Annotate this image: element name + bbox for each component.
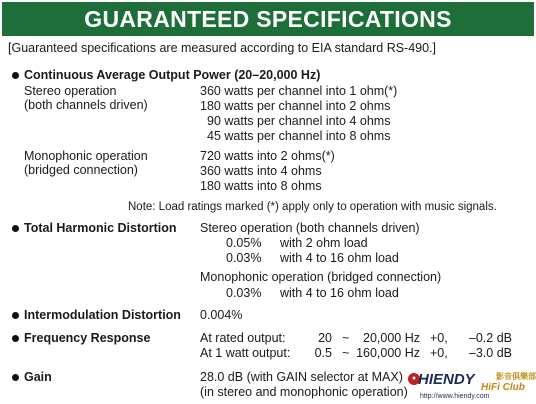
subtitle-note: [Guaranteed specifications are measured according to EIA standard RS-490.] (8, 41, 437, 55)
freq-plus: +0, (430, 331, 448, 345)
freq-tilde: ~ (342, 331, 350, 345)
freq-label: At 1 watt output: (200, 346, 291, 360)
freq-label: At rated output: (200, 331, 286, 345)
watermark-url: http://www.hiendy.com (420, 393, 490, 400)
gain-value: 28.0 dB (with GAIN selector at MAX) (200, 370, 403, 384)
mono-value: 180 watts into 8 ohms (200, 179, 322, 193)
power-heading: Continuous Average Output Power (20–20,000 Hz) (24, 68, 321, 82)
stereo-value: 180 watts per channel into 2 ohms (200, 99, 391, 113)
freq-low: 20 (318, 331, 332, 345)
thd-stereo-header: Stereo operation (both channels driven) (200, 221, 420, 235)
mono-label: Monophonic operation (24, 149, 148, 163)
watermark-cn: 影音俱樂部 (496, 372, 536, 381)
bullet-icon (12, 72, 19, 79)
stereo-sublabel: (both channels driven) (24, 98, 148, 112)
thd-desc: with 2 ohm load (280, 236, 368, 250)
thd-pct: 0.03% (226, 251, 262, 265)
gain-note: (in stereo and monophonic operation) (200, 385, 408, 399)
freq-minus: –3.0 dB (468, 346, 512, 360)
freq-heading: Frequency Response (24, 331, 151, 345)
thd-desc: with 4 to 16 ohm load (280, 286, 399, 300)
imd-heading: Intermodulation Distortion (24, 308, 181, 322)
gain-heading: Gain (24, 370, 52, 384)
freq-plus: +0, (430, 346, 448, 360)
bullet-icon (12, 225, 19, 232)
thd-mono-header: Monophonic operation (bridged connection) (200, 270, 442, 284)
stereo-value: 90 watts per channel into 4 ohms (207, 114, 391, 128)
watermark-club: HiFi Club (481, 382, 525, 393)
freq-low: 0.5 (314, 346, 332, 360)
thd-desc: with 4 to 16 ohm load (280, 251, 399, 265)
mono-value: 720 watts into 2 ohms(*) (200, 149, 335, 163)
bullet-icon (12, 312, 19, 319)
freq-minus: –0.2 dB (468, 331, 512, 345)
freq-tilde: ~ (342, 346, 350, 360)
thd-pct: 0.03% (226, 286, 262, 300)
bullet-icon (12, 335, 19, 342)
thd-heading: Total Harmonic Distortion (24, 221, 177, 235)
stereo-value: 360 watts per channel into 1 ohm(*) (200, 84, 398, 98)
bullet-icon (12, 374, 19, 381)
watermark-logo-icon: ● (408, 373, 420, 385)
mono-sublabel: (bridged connection) (24, 163, 138, 177)
imd-value: 0.004% (200, 308, 243, 322)
load-note: Note: Load ratings marked (*) apply only to operation with music signals. (128, 201, 497, 213)
stereo-value: 45 watts per channel into 8 ohms (207, 129, 391, 143)
thd-pct: 0.05% (226, 236, 262, 250)
mono-value: 360 watts into 4 ohms (200, 164, 322, 178)
title-banner (2, 2, 534, 36)
page-title: GUARANTEED SPECIFICATIONS (84, 5, 452, 32)
watermark-brand: HIENDY (418, 371, 475, 388)
stereo-label: Stereo operation (24, 84, 117, 98)
freq-high: 20,000 Hz (363, 331, 420, 345)
freq-high: 160,000 Hz (356, 346, 420, 360)
